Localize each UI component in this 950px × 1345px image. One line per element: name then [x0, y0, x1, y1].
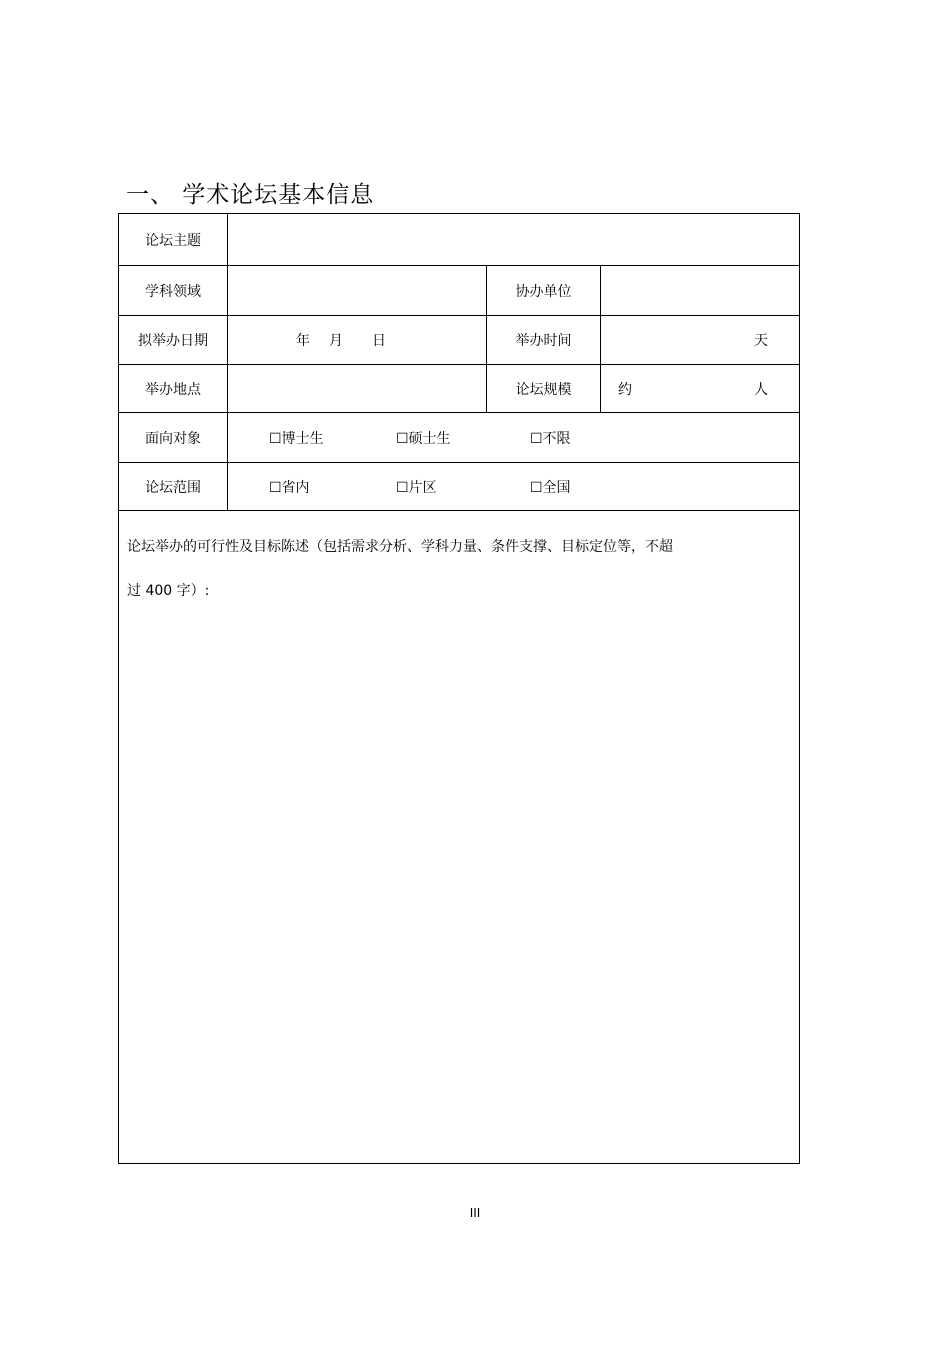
topic-label: 论坛主题: [119, 214, 228, 266]
venue-input[interactable]: [228, 365, 487, 413]
section-title: 一、 学术论坛基本信息: [126, 182, 375, 208]
forum-info-table: [118, 213, 800, 1164]
scope-options: [228, 463, 800, 511]
audience-options: [228, 413, 800, 463]
audience-option-any[interactable]: ☐不限: [530, 430, 571, 447]
row-field: [119, 266, 800, 316]
row-audience: [119, 413, 800, 463]
duration-label: 举办时间: [487, 316, 601, 365]
row-topic: [119, 214, 800, 266]
year-text: 年: [296, 333, 310, 349]
row-scope: [119, 463, 800, 511]
scale-unit: 人: [754, 381, 768, 398]
topic-field[interactable]: [228, 214, 800, 266]
co-org-label: 协办单位: [487, 266, 601, 316]
scope-option-province[interactable]: ☐省内: [269, 479, 310, 496]
audience-option-phd[interactable]: ☐博士生: [269, 430, 324, 447]
description-prompt: [119, 511, 799, 613]
description-area[interactable]: [119, 511, 800, 1164]
scale-label: 论坛规模: [487, 365, 601, 413]
row-venue: [119, 365, 800, 413]
venue-label: 举办地点: [119, 365, 228, 413]
scope-option-national[interactable]: ☐全国: [530, 479, 571, 496]
row-description: [119, 511, 800, 1164]
scope-option-region[interactable]: ☐片区: [396, 479, 437, 496]
row-date: [119, 316, 800, 365]
audience-option-master[interactable]: ☐硕士生: [396, 430, 451, 447]
scope-label: 论坛范围: [119, 463, 228, 511]
duration-input[interactable]: [601, 316, 800, 365]
date-input[interactable]: [228, 316, 487, 365]
scale-input[interactable]: [601, 365, 800, 413]
field-input[interactable]: [228, 266, 487, 316]
audience-label: 面向对象: [119, 413, 228, 463]
description-line-2: 过 400 字）:: [127, 583, 210, 599]
month-text: 月: [329, 333, 343, 349]
co-org-input[interactable]: [601, 266, 800, 316]
day-text: 日: [372, 333, 386, 349]
date-label: 拟举办日期: [119, 316, 228, 365]
description-line-1: 论坛举办的可行性及目标陈述（包括需求分析、学科力量、条件支撑、目标定位等，不超: [127, 539, 673, 555]
field-label: 学科领域: [119, 266, 228, 316]
page-number: III: [469, 1206, 481, 1220]
scale-prefix: 约: [618, 381, 632, 398]
duration-unit: 天: [754, 333, 768, 349]
